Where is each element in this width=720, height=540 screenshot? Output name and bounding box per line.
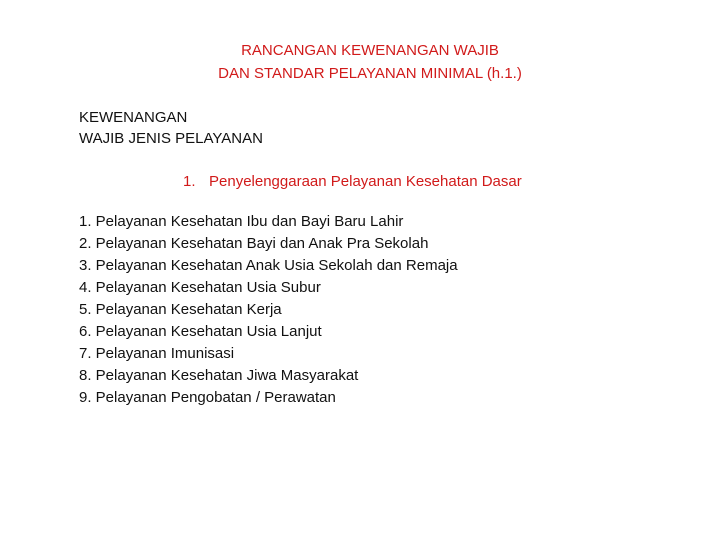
list-item: 3. Pelayanan Kesehatan Anak Usia Sekolah dan Remaja <box>79 257 458 274</box>
list-item: 8. Pelayanan Kesehatan Jiwa Masyarakat <box>79 367 359 384</box>
section-heading <box>79 107 263 149</box>
list-item: 5. Pelayanan Kesehatan Kerja <box>79 301 282 318</box>
service-list <box>79 211 479 409</box>
sub-heading <box>183 171 522 193</box>
heading-line-2: WAJIB JENIS PELAYANAN <box>79 130 263 147</box>
sub-heading-number: 1. <box>183 173 196 190</box>
title-line-2: DAN STANDAR PELAYANAN MINIMAL (h.1.) <box>218 65 522 82</box>
list-item: 1. Pelayanan Kesehatan Ibu dan Bayi Baru Lahir <box>79 213 404 230</box>
list-item: 7. Pelayanan Imunisasi <box>79 345 235 362</box>
list-item: 6. Pelayanan Kesehatan Usia Lanjut <box>79 323 322 340</box>
sub-heading-text: Penyelenggaraan Pelayanan Kesehatan Dasar <box>209 173 522 190</box>
list-item: 4. Pelayanan Kesehatan Usia Subur <box>79 279 321 296</box>
heading-line-1: KEWENANGAN <box>79 109 188 126</box>
document-title <box>0 39 720 85</box>
list-item: 2. Pelayanan Kesehatan Bayi dan Anak Pra Sekolah <box>79 235 429 252</box>
list-item: 9. Pelayanan Pengobatan / Perawatan <box>79 389 336 406</box>
title-line-1: RANCANGAN KEWENANGAN WAJIB <box>241 42 499 59</box>
